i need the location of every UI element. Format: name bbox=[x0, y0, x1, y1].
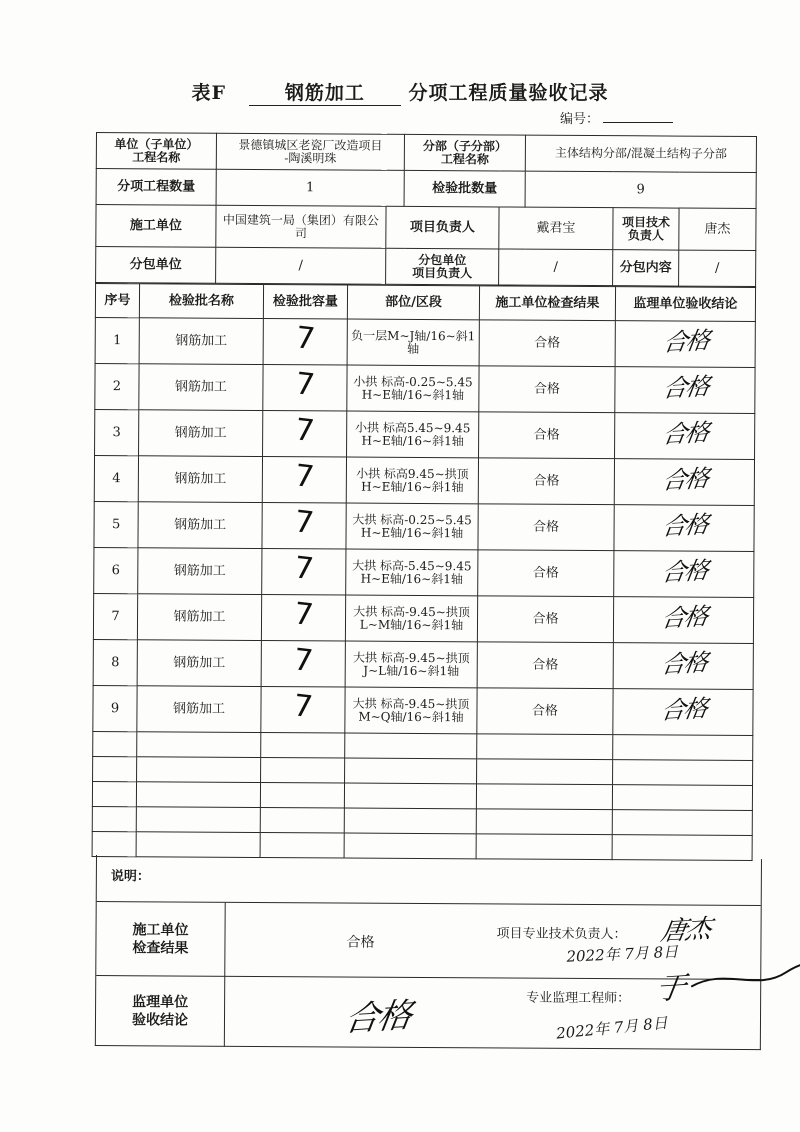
unit-value-text: 景德镇城区老瓷厂改造项目 -陶溪明珠 bbox=[238, 137, 383, 165]
conclusion-signature: 合格 bbox=[660, 464, 709, 495]
row-result: 合格 bbox=[478, 504, 614, 551]
row-qty bbox=[261, 687, 345, 734]
row-name: 钢筋加工 bbox=[138, 548, 262, 595]
acceptance-section bbox=[95, 855, 762, 1050]
row-qty bbox=[262, 457, 346, 504]
row-qty bbox=[263, 411, 347, 458]
title-suffix: 分项工程质量验收记录 bbox=[408, 82, 609, 104]
qty-handwritten: 7 bbox=[291, 688, 315, 726]
row-location: 大拱 标高-5.45~9.45 H~E轴/16~斜1轴 bbox=[346, 549, 478, 596]
conclusion-signature: 合格 bbox=[659, 556, 709, 587]
tech-signature: 唐杰 bbox=[658, 914, 712, 948]
supervisor-date: 2022年 7月 8日 bbox=[555, 1013, 669, 1043]
row-location: 小拱 标高-0.25~5.45 H~E轴/16~斜1轴 bbox=[347, 365, 479, 412]
contractor-value: 中国建筑一局（集团）有限公司 bbox=[216, 205, 386, 248]
col-header-no: 序号 bbox=[95, 284, 139, 318]
batch-count-label: 检验批数量 bbox=[404, 170, 525, 207]
row-name: 钢筋加工 bbox=[139, 318, 263, 365]
tech-person-label: 项目专业技术负责人： bbox=[496, 926, 627, 943]
row-name: 钢筋加工 bbox=[139, 364, 263, 411]
qty-handwritten: 7 bbox=[291, 642, 315, 680]
qty-handwritten: 7 bbox=[293, 412, 317, 450]
tech-lead-label-text: 项目技术 负责人 bbox=[621, 214, 671, 242]
code-label: 编号： bbox=[560, 112, 600, 127]
conclusion-signature: 合格 bbox=[659, 510, 709, 541]
row-qty bbox=[261, 641, 345, 688]
row-name: 钢筋加工 bbox=[138, 502, 262, 549]
tech-lead-label bbox=[613, 208, 679, 250]
tech-lead-value: 唐杰 bbox=[679, 208, 756, 250]
row-location: 小拱 标高9.45~拱顶 H~E轴/16~斜1轴 bbox=[346, 457, 478, 504]
pm-value: 戴君宝 bbox=[499, 207, 613, 250]
table-row bbox=[95, 363, 755, 413]
sub-count-value: 1 bbox=[216, 169, 404, 206]
row-qty bbox=[261, 595, 345, 642]
row-conclusion bbox=[614, 551, 754, 598]
supervisor-label bbox=[96, 976, 225, 1047]
row-result: 合格 bbox=[479, 366, 615, 413]
row-conclusion bbox=[615, 367, 755, 414]
document-title bbox=[0, 78, 800, 106]
row-no: 7 bbox=[93, 593, 137, 639]
row-no: 1 bbox=[95, 317, 139, 363]
supervisor-conclusion-signature: 合格 bbox=[342, 995, 413, 1040]
row-name: 钢筋加工 bbox=[137, 594, 261, 641]
col-header-location: 部位/区段 bbox=[347, 285, 479, 320]
supervisor-label-text: 监理单位 验收结论 bbox=[131, 994, 189, 1029]
subcontractor-label: 分包单位 bbox=[96, 247, 216, 284]
row-no: 3 bbox=[95, 409, 139, 455]
division-label-text: 分部（子分部） 工程名称 bbox=[422, 138, 507, 166]
col-header-result: 施工单位检查结果 bbox=[479, 286, 615, 321]
project-info-table bbox=[95, 132, 757, 287]
division-name-label bbox=[404, 134, 525, 171]
row-result: 合格 bbox=[479, 320, 615, 367]
note-label: 说明： bbox=[110, 869, 150, 885]
row-result: 合格 bbox=[478, 458, 614, 505]
title-prefix: 表F bbox=[191, 82, 226, 104]
row-conclusion bbox=[613, 689, 753, 736]
row-location: 大拱 标高-9.45~拱顶 M~Q轴/16~斜1轴 bbox=[345, 687, 477, 734]
row-name: 钢筋加工 bbox=[139, 410, 263, 457]
row-conclusion bbox=[615, 413, 755, 460]
supervisor-section bbox=[96, 970, 760, 1050]
row-conclusion bbox=[614, 459, 754, 506]
qty-handwritten: 7 bbox=[292, 596, 315, 634]
table-row bbox=[93, 685, 753, 735]
batch-table bbox=[92, 283, 756, 861]
table-row bbox=[93, 593, 753, 643]
sub-pm-label-text: 分包单位 项目负责人 bbox=[412, 252, 473, 280]
row-no: 5 bbox=[94, 501, 138, 547]
signature-scribble bbox=[686, 957, 800, 998]
row-result: 合格 bbox=[478, 550, 614, 597]
col-header-qty: 检验批容量 bbox=[263, 285, 347, 320]
row-no: 6 bbox=[94, 547, 138, 593]
row-result: 合格 bbox=[477, 688, 613, 735]
table-row bbox=[94, 501, 754, 551]
batch-rows bbox=[92, 317, 755, 860]
sub-content-label: 分包内容 bbox=[613, 250, 679, 286]
row-result: 合格 bbox=[477, 642, 613, 689]
qty-handwritten: 7 bbox=[292, 550, 316, 588]
engineer-label: 专业监理工程师： bbox=[526, 990, 631, 1007]
qty-handwritten: 7 bbox=[292, 458, 316, 496]
unit-name-value bbox=[216, 133, 404, 170]
row-conclusion bbox=[613, 597, 753, 644]
engineer-signature: 于 bbox=[652, 970, 687, 1008]
conclusion-signature: 合格 bbox=[660, 418, 710, 449]
row-location: 大拱 标高-0.25~5.45 H~E轴/16~斜1轴 bbox=[346, 503, 478, 550]
row-no: 9 bbox=[93, 685, 137, 731]
row-no: 4 bbox=[94, 455, 138, 501]
record-code bbox=[560, 108, 673, 127]
table-row bbox=[94, 547, 754, 597]
conclusion-signature: 合格 bbox=[660, 372, 710, 403]
row-no: 8 bbox=[93, 639, 137, 685]
row-location: 大拱 标高-9.45~拱顶 J~L轴/16~斜1轴 bbox=[345, 641, 477, 688]
sub-pm-value: / bbox=[499, 249, 613, 286]
unit-name-label bbox=[96, 133, 216, 170]
table-row bbox=[93, 639, 753, 689]
col-header-conclusion: 监理单位验收结论 bbox=[615, 287, 755, 322]
table-row bbox=[95, 317, 755, 367]
table-row bbox=[95, 409, 755, 459]
conclusion-signature: 合格 bbox=[658, 648, 708, 679]
row-conclusion bbox=[614, 505, 754, 552]
row-name: 钢筋加工 bbox=[138, 456, 262, 503]
contractor-check-label-text: 施工单位 检查结果 bbox=[132, 922, 189, 957]
row-qty bbox=[262, 549, 346, 596]
col-header-name: 检验批名称 bbox=[139, 284, 263, 319]
row-qty bbox=[262, 503, 346, 550]
row-conclusion bbox=[615, 321, 755, 368]
contractor-check-label bbox=[96, 902, 225, 977]
record-table-wrapper bbox=[92, 132, 756, 861]
conclusion-signature: 合格 bbox=[659, 602, 708, 633]
code-blank bbox=[603, 122, 673, 123]
batch-count-value: 9 bbox=[525, 171, 756, 208]
contractor-check-result: 合格 bbox=[346, 934, 375, 951]
table-row bbox=[94, 455, 754, 505]
row-no: 2 bbox=[95, 363, 139, 409]
sub-content-value: / bbox=[679, 250, 756, 286]
row-name: 钢筋加工 bbox=[137, 686, 261, 733]
pm-label: 项目负责人 bbox=[386, 206, 499, 249]
contractor-date: 2022年 7月 8日 bbox=[566, 942, 679, 966]
row-result: 合格 bbox=[479, 412, 615, 459]
row-qty bbox=[263, 319, 347, 366]
subcontractor-value: / bbox=[216, 247, 386, 284]
qty-handwritten: 7 bbox=[293, 320, 317, 358]
unit-label-text: 单位（子单位） 工程名称 bbox=[114, 136, 199, 165]
qty-handwritten: 7 bbox=[293, 366, 317, 404]
row-name: 钢筋加工 bbox=[137, 640, 261, 687]
sub-count-label: 分项工程数量 bbox=[96, 169, 216, 206]
title-item-name: 钢筋加工 bbox=[249, 78, 401, 106]
row-location: 小拱 标高5.45~9.45 H~E轴/16~斜1轴 bbox=[347, 411, 479, 458]
division-name-value: 主体结构分部/混凝土结构子分部 bbox=[525, 135, 756, 172]
qty-handwritten: 7 bbox=[292, 504, 316, 542]
row-location: 负一层M~J轴/16~斜1轴 bbox=[347, 319, 479, 366]
row-result: 合格 bbox=[477, 596, 613, 643]
contractor-label: 施工单位 bbox=[96, 205, 216, 248]
row-qty bbox=[263, 365, 347, 412]
sub-pm-label bbox=[386, 248, 499, 285]
conclusion-signature: 合格 bbox=[658, 694, 708, 725]
row-conclusion bbox=[613, 643, 753, 690]
conclusion-signature: 合格 bbox=[660, 326, 710, 357]
row-location: 大拱 标高-9.45~拱顶 L~M轴/16~斜1轴 bbox=[345, 595, 477, 642]
